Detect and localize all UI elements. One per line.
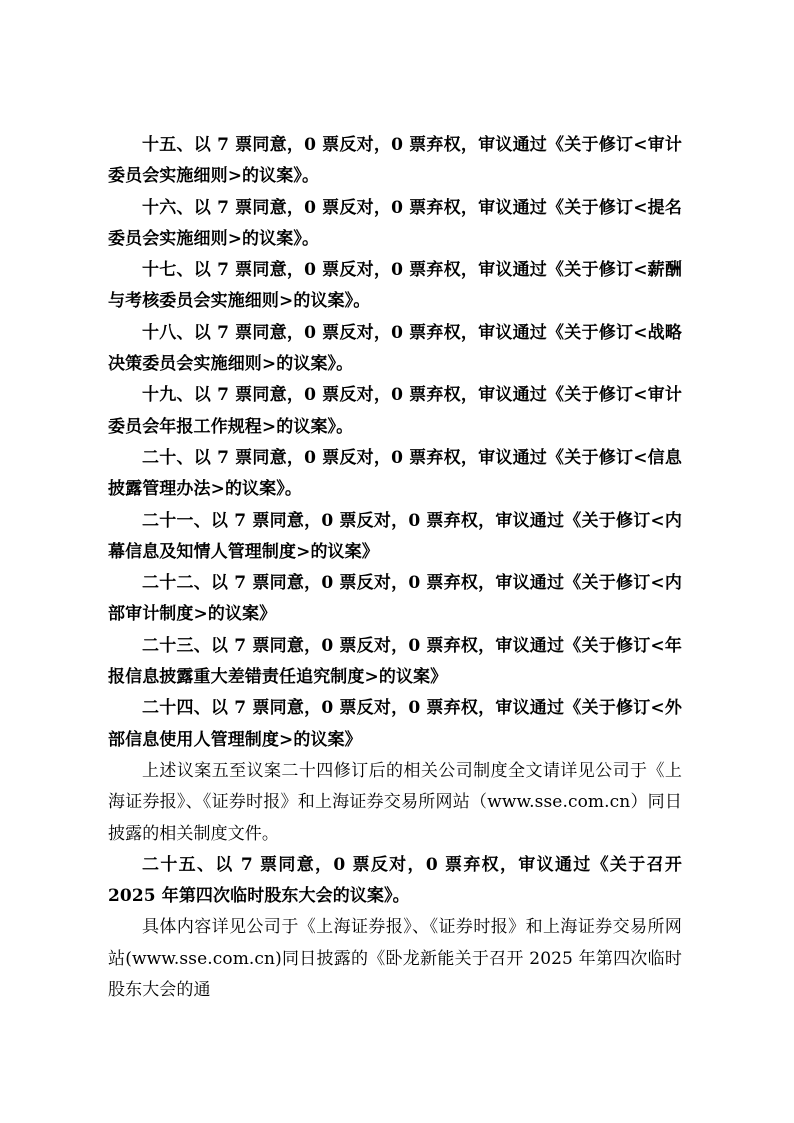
meeting-notice-paragraph: 具体内容详见公司于《上海证券报》、《证券时报》和上海证券交易所网站(www.sse.com.cn)同日披露的《卧龙新能关于召开 2025 年第四次临时股东大会的通 <box>108 917 682 1001</box>
resolution-21: 二十一、以 7 票同意，0 票反对，0 票弃权，审议通过《关于修订<内幕信息及知情人管理制度>的议案》 <box>108 510 682 562</box>
resolution-23: 二十三、以 7 票同意，0 票反对，0 票弃权，审议通过《关于修订<年报信息披露重大差错责任追究制度>的议案》 <box>108 635 682 688</box>
resolution-18: 十八、以 7 票同意，0 票反对，0 票弃权，审议通过《关于修订<战略决策委员会实施细则>的议案》。 <box>108 322 682 375</box>
document-page <box>108 130 682 1006</box>
revision-note-paragraph: 上述议案五至议案二十四修订后的相关公司制度全文请详见公司于《上海证券报》、《证券时报》和上海证券交易所网站（www.sse.com.cn）同日披露的相关制度文件。 <box>108 760 682 844</box>
resolution-17: 十七、以 7 票同意，0 票反对，0 票弃权，审议通过《关于修订<薪酬与考核委员会实施细则>的议案》。 <box>108 260 682 312</box>
resolution-22: 二十二、以 7 票同意，0 票反对，0 票弃权，审议通过《关于修订<内部审计制度>的议案》 <box>108 573 682 625</box>
resolution-20: 二十、以 7 票同意，0 票反对，0 票弃权，审议通过《关于修订<信息披露管理办法>的议案》。 <box>108 447 682 500</box>
resolution-16: 十六、以 7 票同意，0 票反对，0 票弃权，审议通过《关于修订<提名委员会实施细则>的议案》。 <box>108 197 682 249</box>
resolution-19: 十九、以 7 票同意，0 票反对，0 票弃权，审议通过《关于修订<审计委员会年报工作规程>的议案》。 <box>108 385 682 437</box>
resolution-15: 十五、以 7 票同意，0 票反对，0 票弃权，审议通过《关于修订<审计委员会实施细则>的议案》。 <box>108 135 682 187</box>
resolution-25: 二十五、以 7 票同意，0 票反对，0 票弃权，审议通过《关于召开 2025 年第四次临时股东大会的议案》。 <box>108 854 682 907</box>
resolution-24: 二十四、以 7 票同意，0 票反对，0 票弃权，审议通过《关于修订<外部信息使用人管理制度>的议案》 <box>108 698 682 750</box>
